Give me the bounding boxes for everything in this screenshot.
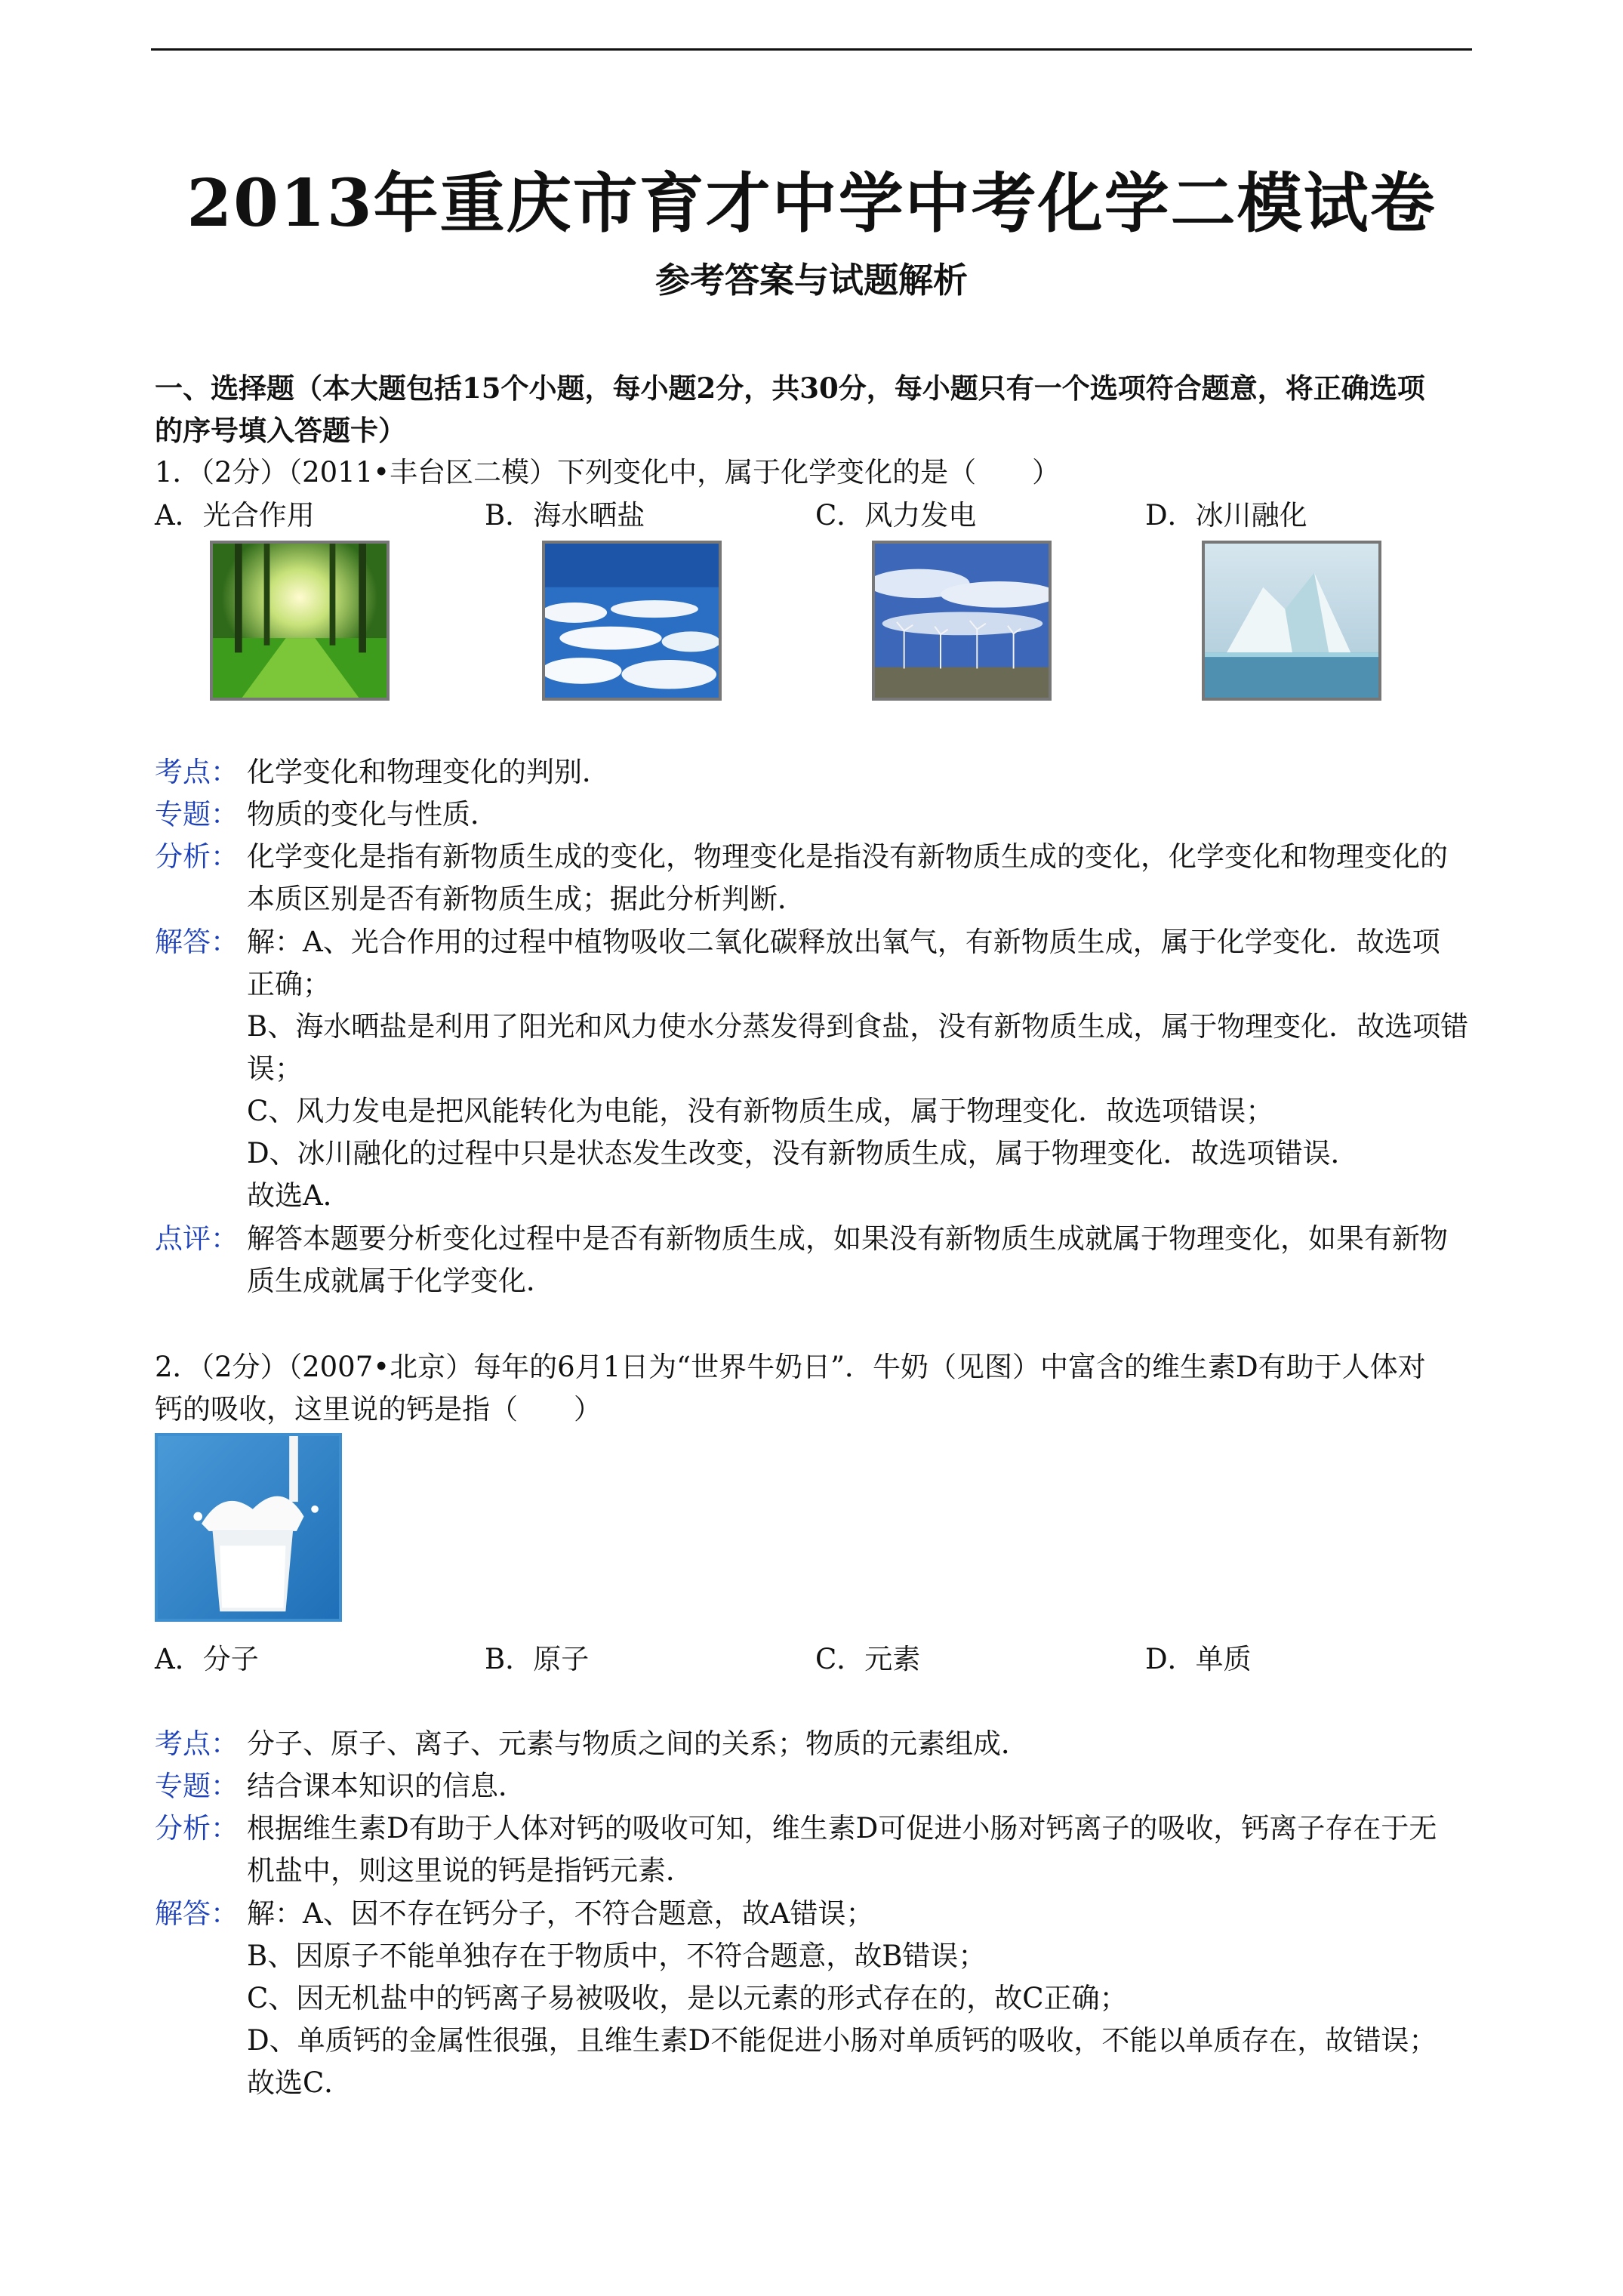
jieda-label: 解答： xyxy=(155,926,239,958)
zhuanti-text: 物质的变化与性质． xyxy=(247,798,498,831)
jieda-label: 解答： xyxy=(155,1897,239,1930)
fenxi-line: 化学变化是指有新物质生成的变化，物理变化是指没有新物质生成的变化，化学变化和物理变化的 xyxy=(247,840,1448,873)
jieda-line: 误； xyxy=(247,1052,303,1085)
zhuanti-text: 结合课本知识的信息． xyxy=(247,1770,526,1802)
q1-image-wind-turbines xyxy=(872,541,1052,701)
dianping-label: 点评： xyxy=(155,1222,239,1255)
jieda-line: 故选A． xyxy=(247,1179,351,1212)
jieda-line: C、因无机盐中的钙离子易被吸收，是以元素的形式存在的，故C正确； xyxy=(247,1982,1128,2014)
jieda-line: B、海水晒盐是利用了阳光和风力使水分蒸发得到食盐，没有新物质生成，属于物理变化．故选项错 xyxy=(247,1010,1469,1043)
page-subtitle: 参考答案与试题解析 xyxy=(655,260,968,300)
fenxi-line: 机盐中，则这里说的钙是指钙元素． xyxy=(247,1854,694,1887)
dianping-line: 质生成就属于化学变化． xyxy=(247,1265,554,1297)
q2-option-a: A．分子 xyxy=(155,1643,259,1675)
zhuanti-label: 专题： xyxy=(155,798,239,831)
q1-option-a: A．光合作用 xyxy=(155,499,315,532)
q2-stem xyxy=(155,1346,1472,1431)
q2-image-milk xyxy=(155,1433,342,1622)
dianping-line: 解答本题要分析变化过程中是否有新物质生成，如果没有新物质生成就属于物理变化，如果有新物 xyxy=(247,1222,1448,1255)
jieda-line: 解：A、因不存在钙分子，不符合题意，故A错误； xyxy=(247,1897,874,1930)
jieda-line: 正确； xyxy=(247,968,331,1000)
q1-option-c: C．风力发电 xyxy=(815,499,977,532)
kaodian-label: 考点： xyxy=(155,756,239,788)
fenxi-label: 分析： xyxy=(155,840,239,873)
q1-stem: 1．（2分）（2011•丰台区二模）下列变化中，属于化学变化的是（ ） xyxy=(155,456,1061,488)
q2-option-d: D．单质 xyxy=(1145,1643,1252,1675)
q1-option-d: D．冰川融化 xyxy=(1145,499,1307,532)
top-rule xyxy=(151,48,1472,51)
section-heading-line: 的序号填入答题卡） xyxy=(155,414,406,447)
q2-stem-line: 2．（2分）（2007•北京）每年的6月1日为“世界牛奶日”．牛奶（见图）中富含的维生素D有助于人体对 xyxy=(155,1351,1426,1383)
q1-image-sea-salt xyxy=(542,541,722,701)
q1-option-b: B．海水晒盐 xyxy=(485,499,645,532)
q2-stem-line: 钙的吸收，这里说的钙是指（ ） xyxy=(155,1393,602,1425)
zhuanti-label: 专题： xyxy=(155,1770,239,1802)
q1-image-forest xyxy=(210,541,390,701)
jieda-line: 解：A、光合作用的过程中植物吸收二氧化碳释放出氧气，有新物质生成，属于化学变化．故选项 xyxy=(247,926,1440,958)
jieda-line: 故选C． xyxy=(247,2066,353,2099)
fenxi-line: 本质区别是否有新物质生成；据此分析判断． xyxy=(247,883,805,915)
section-heading xyxy=(155,367,1472,451)
section-heading-line: 一、选择题（本大题包括15个小题，每小题2分，共30分，每小题只有一个选项符合题意，将正确选项 xyxy=(155,371,1425,405)
jieda-line: D、冰川融化的过程中只是状态发生改变，没有新物质生成，属于物理变化．故选项错误． xyxy=(247,1137,1359,1170)
jieda-line: D、单质钙的金属性很强，且维生素D不能促进小肠对单质钙的吸收，不能以单质存在，故错误； xyxy=(247,2024,1437,2057)
kaodian-text: 化学变化和物理变化的判别． xyxy=(247,756,610,788)
page-title: 2013年重庆市育才中学中考化学二模试卷 xyxy=(186,165,1437,242)
jieda-line: B、因原子不能单独存在于物质中，不符合题意，故B错误； xyxy=(247,1940,987,1972)
kaodian-label: 考点： xyxy=(155,1727,239,1760)
q2-option-c: C．元素 xyxy=(815,1643,921,1675)
fenxi-line: 根据维生素D有助于人体对钙的吸收可知，维生素D可促进小肠对钙离子的吸收，钙离子存在于无 xyxy=(247,1812,1437,1845)
jieda-line: C、风力发电是把风能转化为电能，没有新物质生成，属于物理变化．故选项错误； xyxy=(247,1095,1274,1127)
kaodian-text: 分子、原子、离子、元素与物质之间的关系；物质的元素组成． xyxy=(247,1727,1029,1760)
q2-option-b: B．原子 xyxy=(485,1643,590,1675)
q1-image-glacier xyxy=(1202,541,1381,701)
fenxi-label: 分析： xyxy=(155,1812,239,1845)
